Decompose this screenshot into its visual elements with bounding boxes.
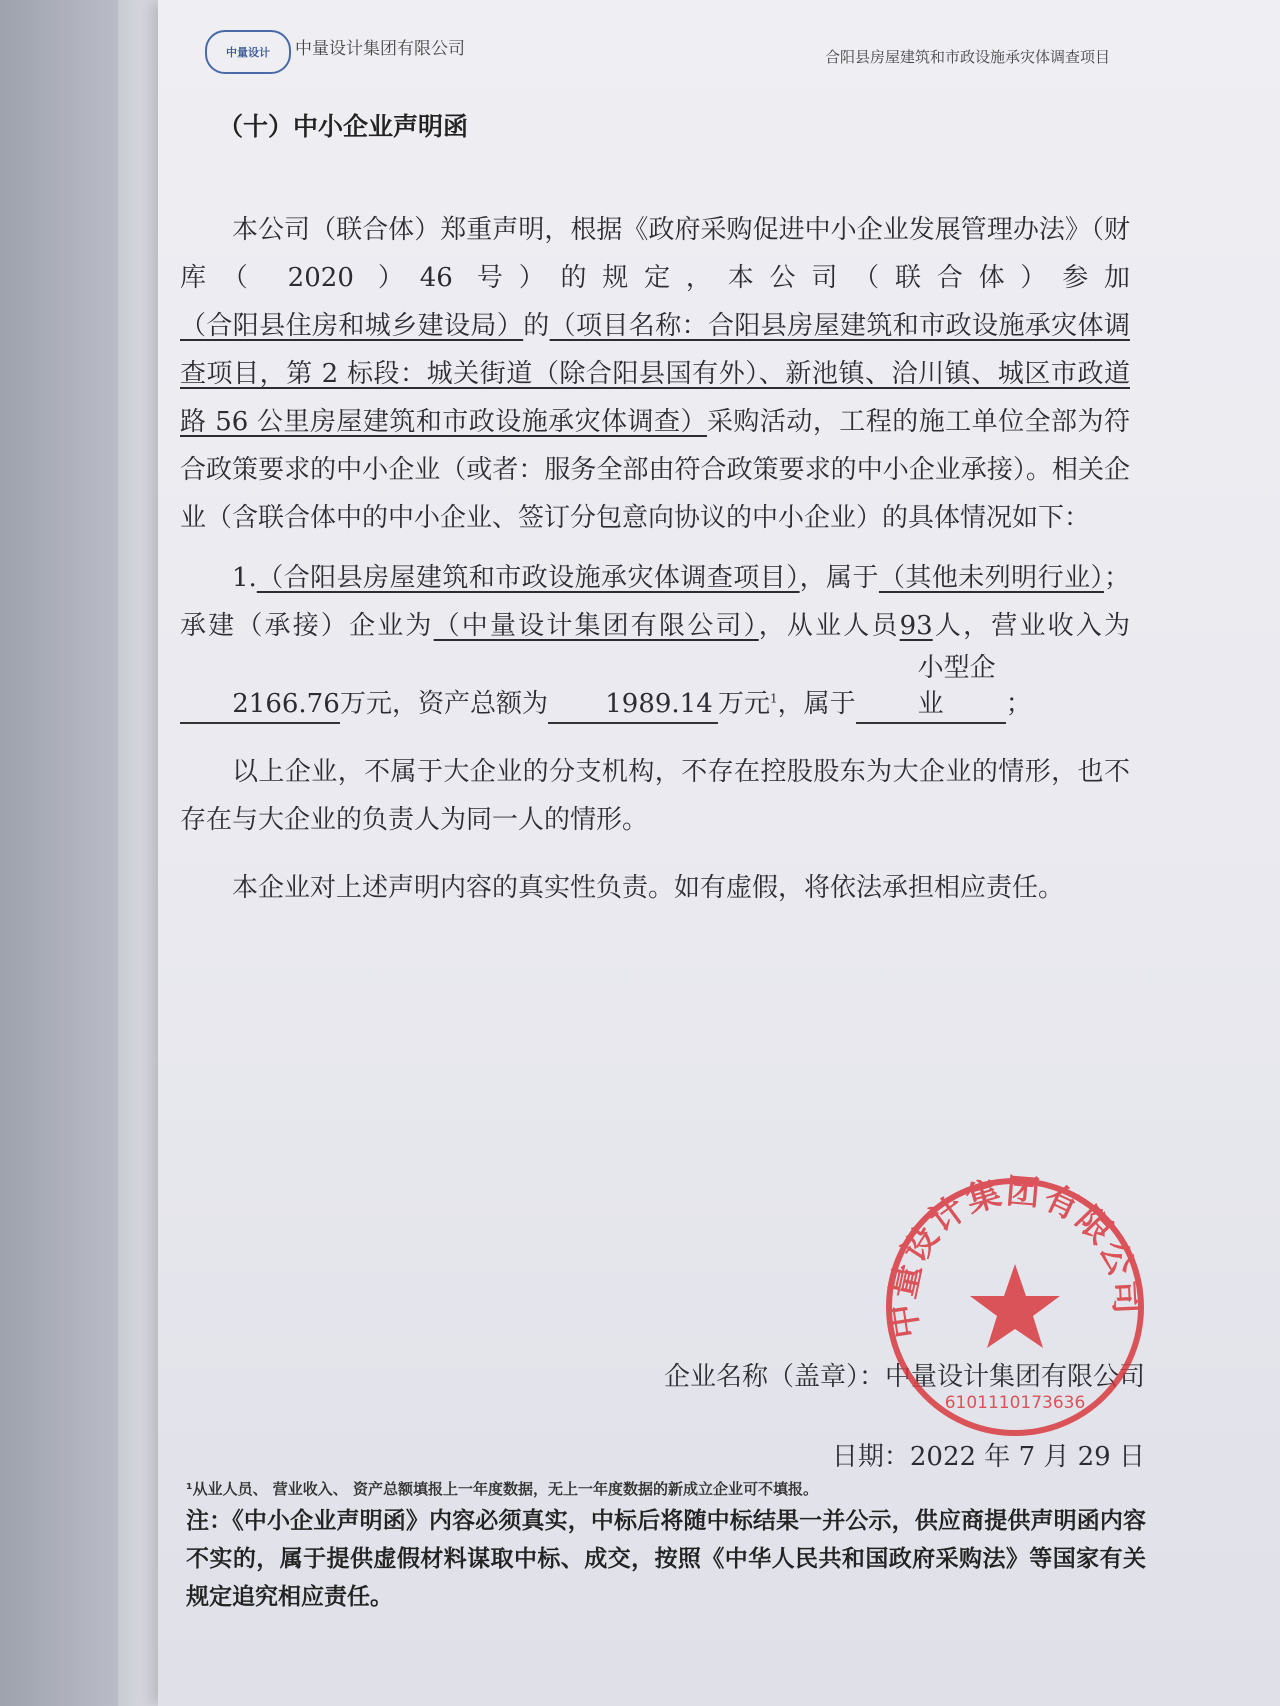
- stamp-number: 6101110173636: [944, 1393, 1086, 1413]
- legal-note: [186, 1502, 1146, 1616]
- item-staff-count: 93: [899, 611, 933, 641]
- signature-company: 中量设计集团有限公司: [884, 1362, 1145, 1392]
- item-enterprise-type: 小型企业: [856, 650, 1006, 724]
- logo-text: 中量设计: [226, 46, 270, 59]
- item-industry: （其他未列明行业）: [878, 563, 1104, 593]
- signature-label: 企业名称（盖章）：: [663, 1362, 885, 1392]
- header-company-name: 中量设计集团有限公司: [295, 39, 465, 59]
- declaration-paragraph-1: 本公司（联合体）郑重声明，根据《政府采购促进中小企业发展管理办法》（财库（ 2020 ）46 号）的规定，本公司（联合体）参加（合阳县住房和城乡建设局）的（项目名称：合阳县房屋建筑和市政设施承灾体调查项目，第 2 标段：城关街道（除合阳县国有外）、新池镇、洽川镇、城区市政道路 56 公里房屋建筑和市政设施承灾体调查）采购活动，工程的施工单位全部为符合政策要求的中小企业（或者：服务全部由符合政策要求的中小企业承接）。相关企业（含联合体中的中小企业、签订分包意向协议的中小企业）的具体情况如下：: [180, 215, 1130, 533]
- project-name: （项目名称：合阳县房屋建筑和市政设施承灾体调查项目，第 2 标段：城关街道（除合阳县国有外）、新池镇、洽川镇、城区市政道路 56 公里房屋建筑和市政设施承灾体调查）: [180, 311, 1130, 437]
- purchaser-name: （合阳县住房和城乡建设局）: [180, 311, 524, 341]
- legal-note-text: 注：《中小企业声明函》内容必须真实，中标后将随中标结果一并公示，供应商提供声明函内容不实的，属于提供虚假材料谋取中标、成交，按照《中华人民共和国政府采购法》等国家有关规定追究相应责任。: [186, 1508, 1146, 1610]
- enterprise-item-1: 1.（合阳县房屋建筑和市政设施承灾体调查项目），属于（其他未列明行业）；承建（承接）企业为（中量设计集团有限公司），从业人员93人，营业收入为2166.76万元，资产总额为 1989.14 万元$^1$，属于小型企业 ；: [180, 554, 1130, 728]
- stamp-ring-text: 中量设计集团有限公司: [882, 1172, 1147, 1341]
- footnote: ¹从业人员、 营业收入、 资产总额填报上一年度数据，无上一年度数据的新成立企业可不填报。: [186, 1480, 819, 1498]
- item-project: （合阳县房屋建筑和市政设施承灾体调查项目）: [256, 563, 800, 593]
- item-contractor: （中量设计集团有限公司）: [433, 611, 759, 641]
- company-logo: [205, 30, 291, 74]
- page-title: （十）中小企业声明函: [218, 112, 469, 141]
- page-header: [205, 26, 1110, 76]
- stamp-star-icon: [970, 1264, 1060, 1348]
- date-label: 日期：: [831, 1442, 910, 1472]
- page-edge: [118, 0, 158, 1706]
- company-seal-stamp: [880, 1172, 1150, 1442]
- declaration-paragraph-3: 以上企业，不属于大企业的分支机构，不存在控股股东为大企业的情形，也不存在与大企业的负责人为同一人的情形。: [180, 757, 1130, 835]
- item-revenue: 2166.76: [180, 686, 340, 724]
- footnote-marker: 1: [770, 691, 778, 706]
- date-value: 2022 年 7 月 29 日: [909, 1442, 1145, 1472]
- header-project-name: 合阳县房屋建筑和市政设施承灾体调查项目: [824, 48, 1110, 66]
- item-assets: 1989.14: [548, 686, 718, 724]
- declaration-paragraph-4: 本企业对上述声明内容的真实性负责。如有虚假，将依法承担相应责任。: [232, 873, 1065, 903]
- declaration-body: [180, 206, 1130, 912]
